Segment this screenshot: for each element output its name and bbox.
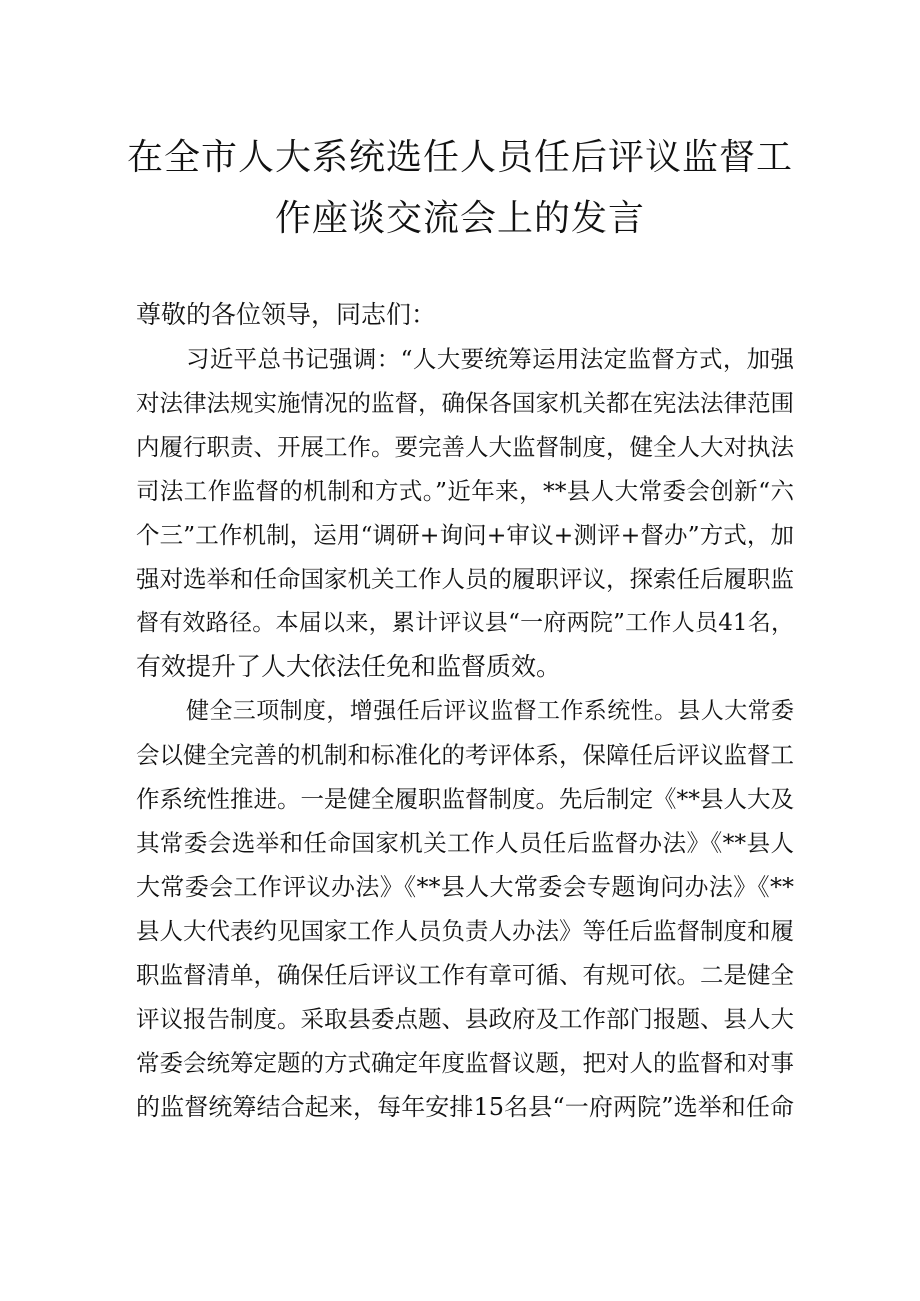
paragraph-1-line: 习近平总书记强调：“人大要统筹运用法定监督方式，加强 [186, 345, 794, 373]
document-title-line-1: 在全市人大系统选任人员任后评议监督工 [126, 137, 793, 178]
paragraph-1-line: 督有效路径。本届以来，累计评议县“一府两院”工作人员41名， [136, 610, 794, 636]
paragraph-2-line: 常委会统筹定题的方式确定年度监督议题，把对人的监督和对事 [136, 1049, 794, 1077]
paragraph-2-line: 职监督清单，确保任后评议工作有章可循、有规可依。二是健全 [136, 961, 794, 989]
paragraph-1-line: 司法工作监督的机制和方式。”近年来，**县人大常委会创新“六 [136, 477, 794, 505]
paragraph-2-line: 大常委会工作评议办法》《**县人大常委会专题询问办法》《** [136, 873, 794, 901]
paragraph-2-line: 健全三项制度，增强任后评议监督工作系统性。县人大常委 [186, 698, 794, 724]
salutation: 尊敬的各位领导，同志们： [136, 300, 437, 329]
paragraph-1-line: 强对选举和任命国家机关工作人员的履职评议，探索任后履职监 [136, 565, 794, 593]
paragraph-1-line: 对法律法规实施情况的监督，确保各国家机关都在宪法法律范围 [136, 389, 794, 417]
paragraph-2-line: 评议报告制度。采取县委点题、县政府及工作部门报题、县人大 [136, 1005, 794, 1033]
paragraph-1-line: 有效提升了人大依法任免和监督质效。 [136, 652, 562, 681]
paragraph-2-line: 会以健全完善的机制和标准化的考评体系，保障任后评议监督工 [136, 741, 794, 769]
paragraph-2-line: 县人大代表约见国家工作人员负责人办法》等任后监督制度和履 [136, 917, 794, 945]
paragraph-1-line: 内履行职责、开展工作。要完善人大监督制度，健全人大对执法 [136, 433, 794, 461]
paragraph-2-line: 的监督统筹结合起来，每年安排15名县“一府两院”选举和任命 [136, 1093, 794, 1121]
paragraph-1-line: 个三”工作机制，运用“调研+询问+审议+测评+督办”方式，加 [136, 521, 794, 549]
paragraph-2-line: 作系统性推进。一是健全履职监督制度。先后制定《**县人大及 [136, 785, 794, 813]
paragraph-2-line: 其常委会选举和任命国家机关工作人员任后监督办法》《**县人 [136, 829, 794, 857]
document-title-line-2: 作座谈交流会上的发言 [274, 198, 645, 239]
